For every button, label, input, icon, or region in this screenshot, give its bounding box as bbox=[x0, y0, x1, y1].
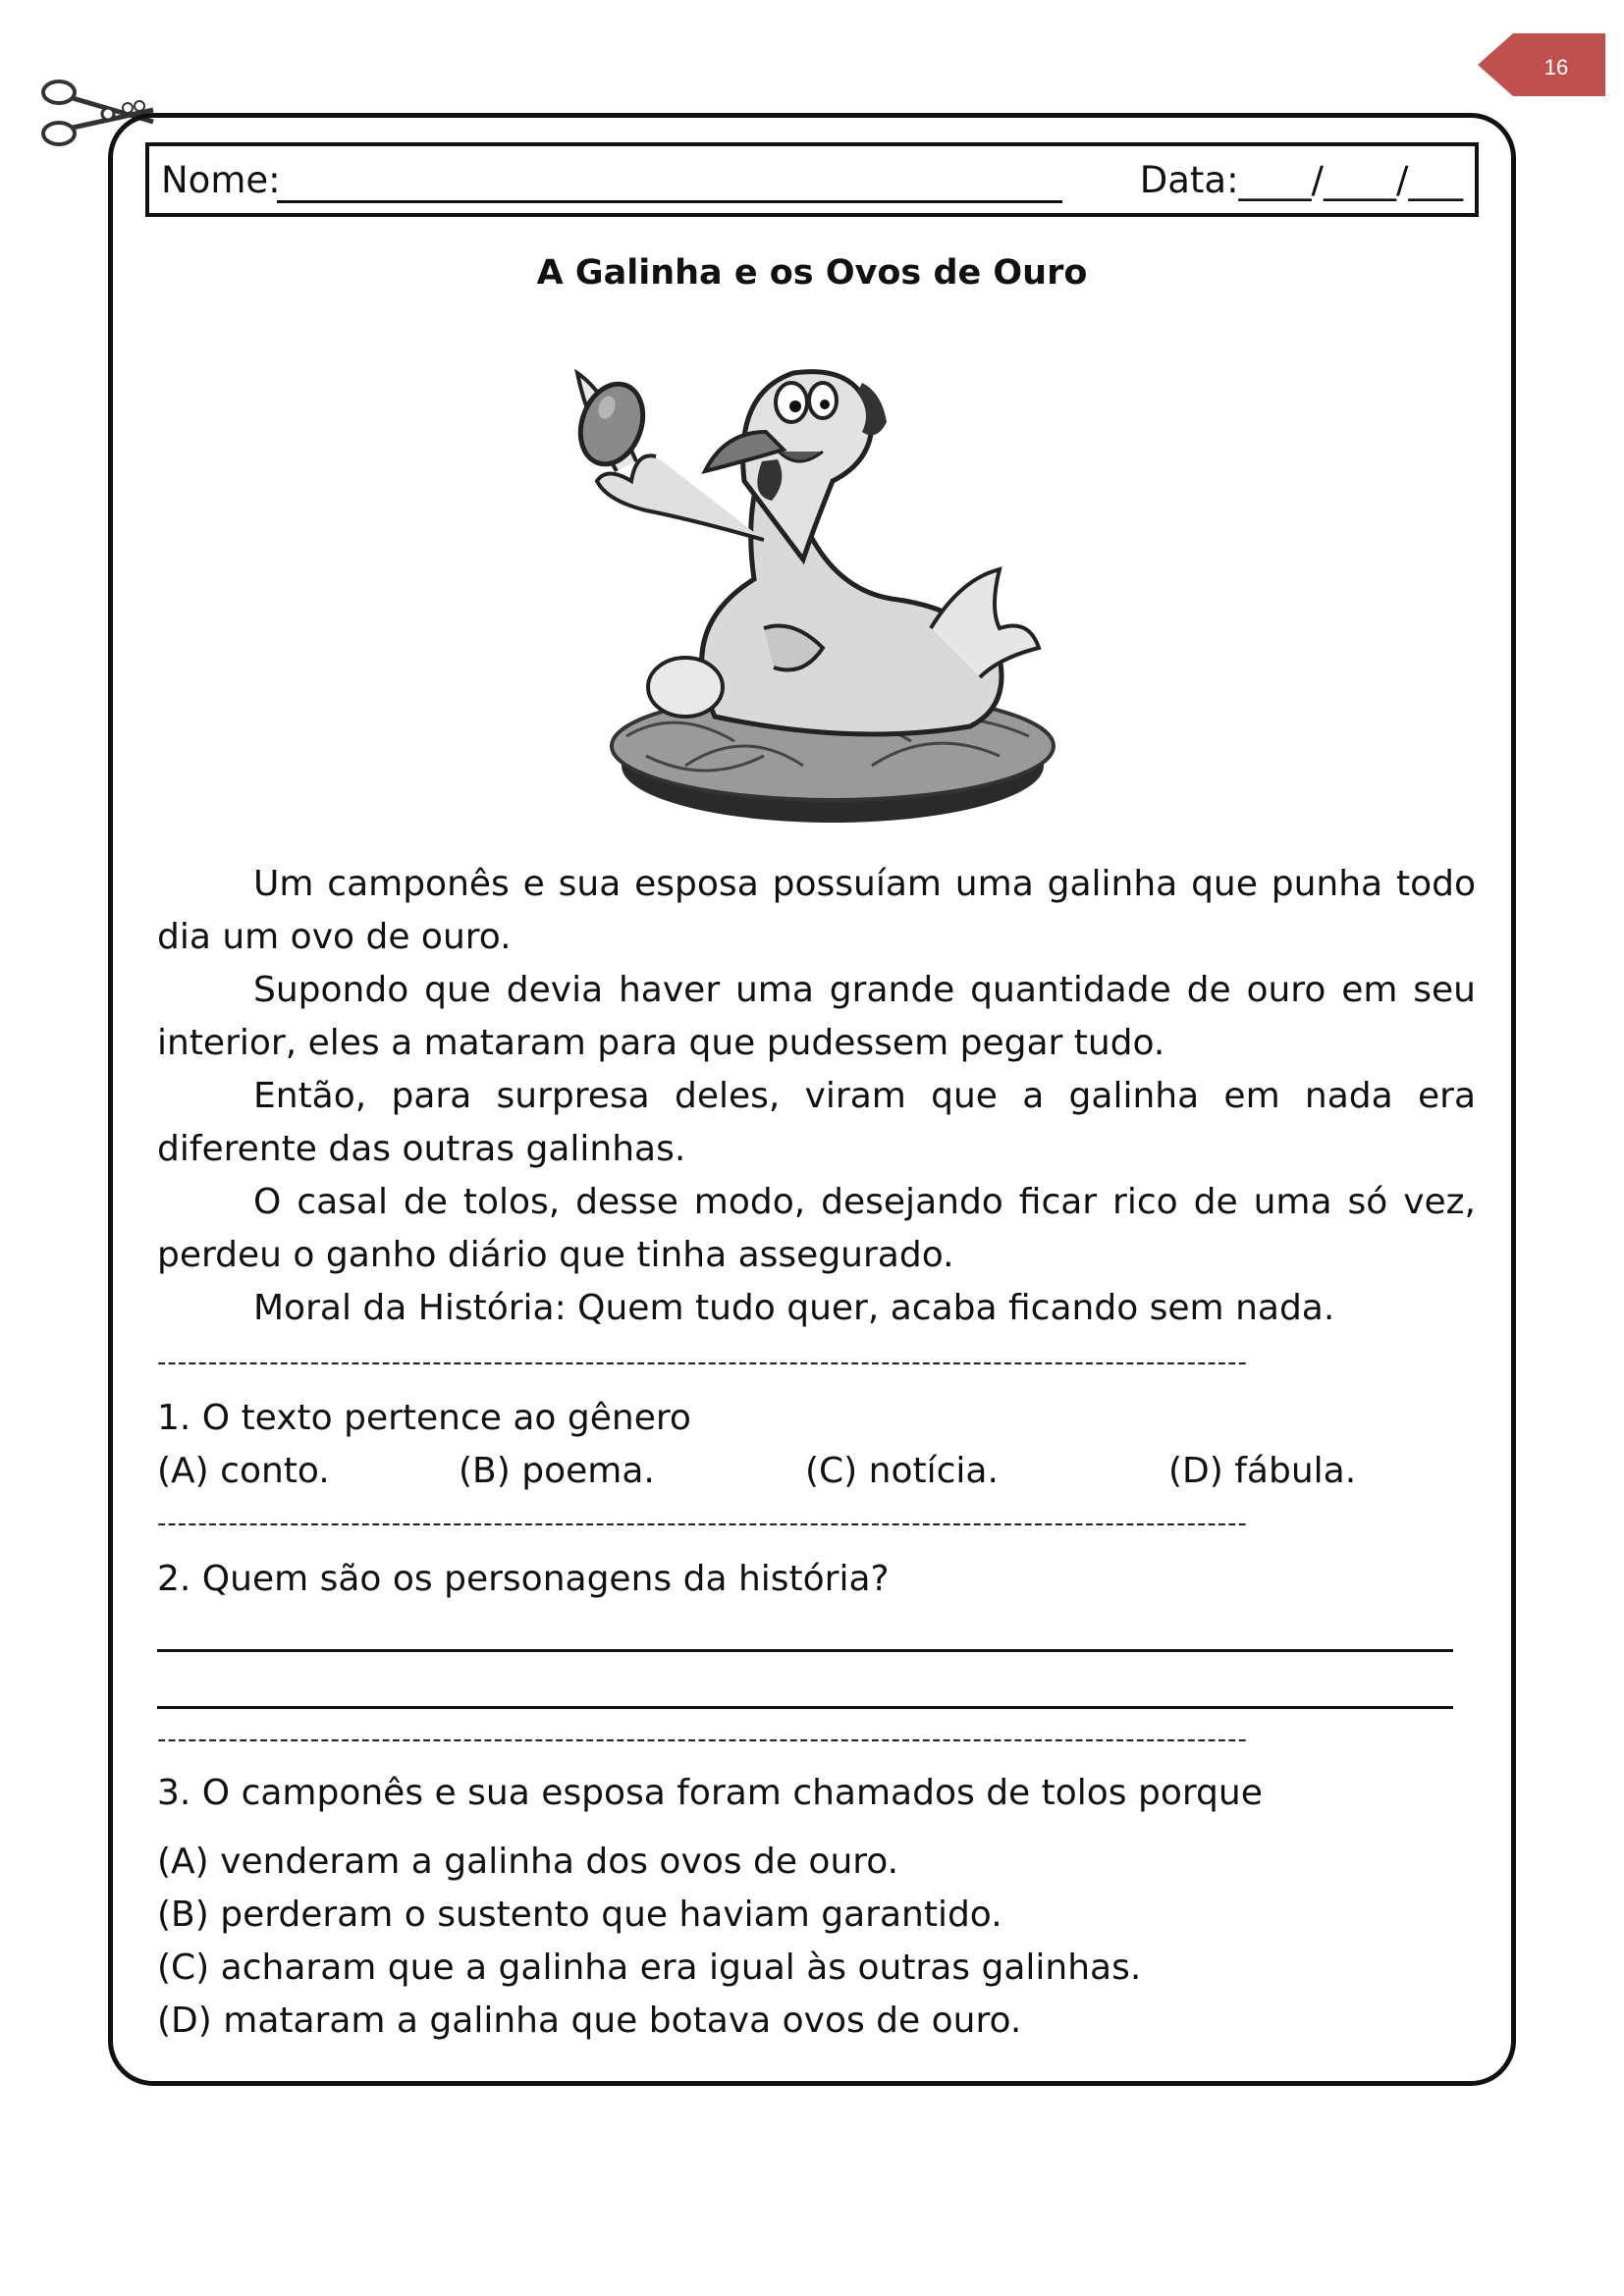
option-d[interactable]: (D) fábula. bbox=[1168, 1451, 1357, 1491]
option-c[interactable]: (C) notícia. bbox=[805, 1451, 999, 1491]
option-c[interactable]: (C) acharam que a galinha era igual às outras galinhas. bbox=[157, 1948, 1142, 1988]
page-number: 16 bbox=[1543, 55, 1569, 80]
date-label: Data:____/____/___ bbox=[1139, 159, 1463, 201]
question-1-text: 1. O texto pertence ao gênero bbox=[157, 1398, 691, 1438]
story-paragraph: Um camponês e sua esposa possuíam uma galinha que punha todo dia um ovo de ouro. bbox=[157, 864, 1476, 957]
question-2-text: 2. Quem são os personagens da história? bbox=[157, 1559, 890, 1599]
option-d[interactable]: (D) mataram a galinha que botava ovos de ouro. bbox=[157, 2001, 1022, 2041]
story-moral: Moral da História: Quem tudo quer, acaba ficando sem nada. bbox=[253, 1288, 1335, 1328]
story-title: A Galinha e os Ovos de Ouro bbox=[536, 253, 1088, 293]
separator-line: ----------------------------------------------------------------------------------------------------------- bbox=[157, 1730, 1248, 1749]
separator-line: ----------------------------------------------------------------------------------------------------------- bbox=[157, 1514, 1248, 1533]
option-b[interactable]: (B) poema. bbox=[459, 1451, 655, 1491]
question-1-options bbox=[157, 1445, 1476, 1498]
name-line bbox=[277, 200, 1062, 203]
hen-illustration-icon bbox=[538, 334, 1088, 844]
name-label: Nome: bbox=[161, 159, 281, 201]
option-a[interactable]: (A) conto. bbox=[157, 1451, 330, 1491]
option-a[interactable]: (A) venderam a galinha dos ovos de ouro. bbox=[157, 1842, 899, 1882]
separator-line: ----------------------------------------------------------------------------------------------------------- bbox=[157, 1353, 1248, 1372]
page-number-tab bbox=[1478, 33, 1605, 96]
question-3-text: 3. O camponês e sua esposa foram chamados de tolos porque bbox=[157, 1773, 1263, 1813]
story-paragraph: Então, para surpresa deles, viram que a galinha em nada era diferente das outras galinhas. bbox=[157, 1076, 1476, 1169]
question-3-options bbox=[157, 1836, 1476, 2048]
question-1 bbox=[157, 1392, 1476, 1498]
story-paragraph: Supondo que devia haver uma grande quantidade de ouro em seu interior, eles a mataram para que pudessem pegar tudo. bbox=[157, 970, 1476, 1063]
story-paragraph: O casal de tolos, desse modo, desejando ficar rico de uma só vez, perdeu o ganho diário que tinha assegurado. bbox=[157, 1182, 1476, 1275]
name-date-box bbox=[145, 142, 1479, 217]
answer-line[interactable] bbox=[157, 1706, 1453, 1709]
answer-line[interactable] bbox=[157, 1649, 1453, 1652]
option-b[interactable]: (B) perderam o sustento que haviam garantido. bbox=[157, 1895, 1002, 1935]
story-text bbox=[157, 858, 1476, 1335]
